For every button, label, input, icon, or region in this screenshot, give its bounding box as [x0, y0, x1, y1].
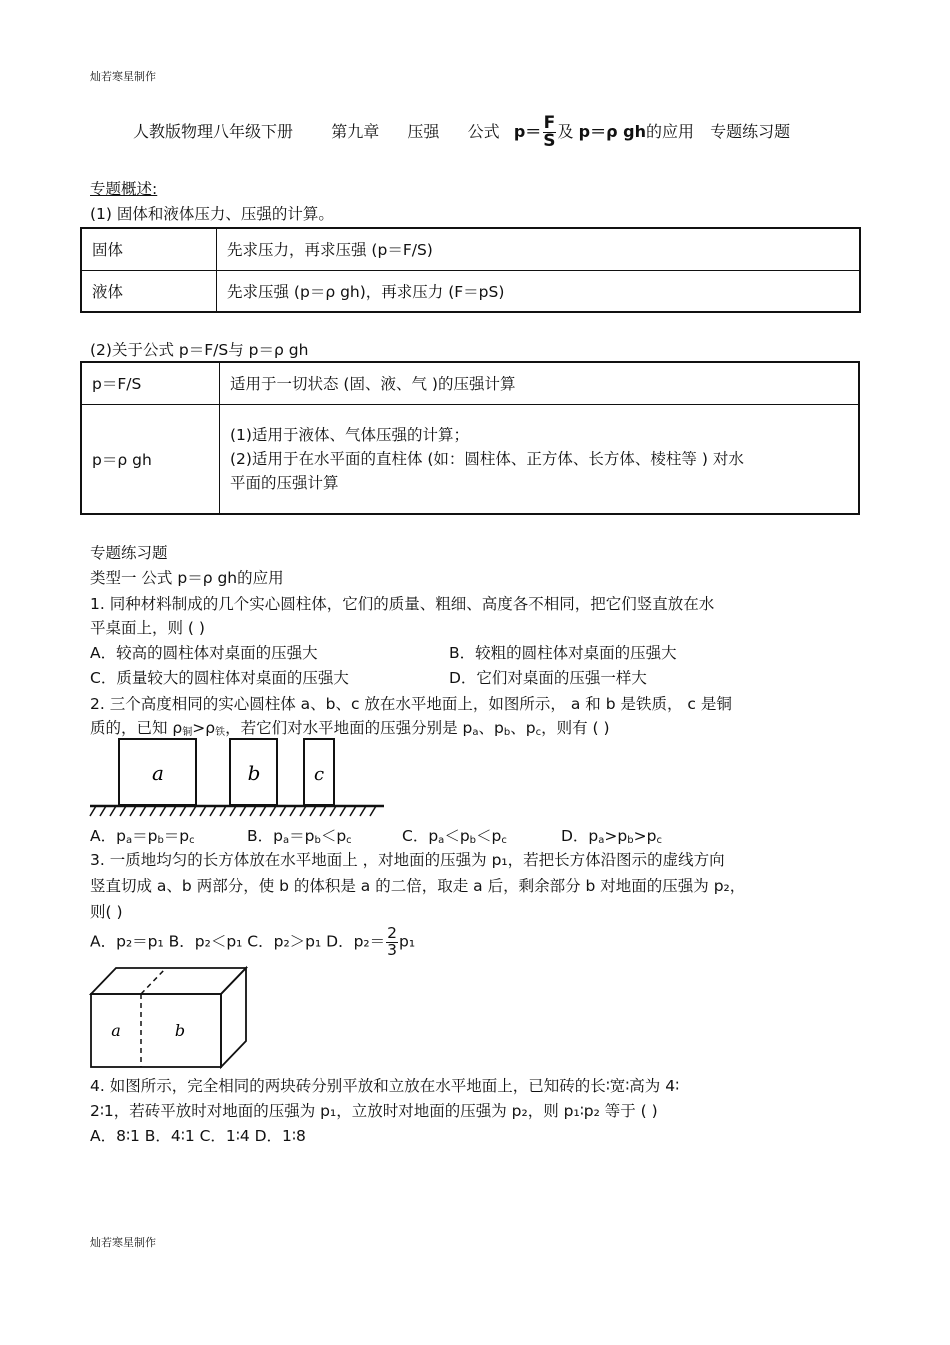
q2-text: ，则有 ( ) [541, 719, 610, 737]
q3-figure-cuboid [88, 964, 253, 1070]
fig-label-b: b [247, 761, 261, 785]
title-frac-den: S [543, 131, 556, 151]
title-book: 人教版物理八年级下册 [133, 122, 294, 141]
title-chapter: 第九章 [331, 122, 380, 141]
table-cell-text: 先求压强 (p＝ρ gh)，再求压力 (F＝pS) [217, 270, 861, 312]
title-fraction [542, 115, 556, 150]
table-row [81, 362, 859, 404]
table-cell-label: p＝ρ gh [81, 404, 220, 514]
q2-option-d: D．$p_a>p_b>p_c$ [561, 827, 662, 846]
table-row [81, 404, 859, 514]
q1-option-c: C．质量较大的圆柱体对桌面的压强大 [90, 669, 349, 687]
formula-note-line: (2)适用于在水平面的直柱体 (如：圆柱体、正方体、长方体、棱柱等 ) 对水 [230, 449, 744, 468]
q2-sub-copper: 铜 [182, 727, 193, 738]
fig-label-b: b [174, 1021, 186, 1040]
fig-label-a: a [111, 1021, 121, 1040]
q2-stem-line2: 质的，已知 $\rho_铜>\rho_铁$，若它们对水平地面的压强分别是 $p_a$、$p_b$、$p_c$，则有 ( ) [90, 719, 610, 738]
exercises-heading: 专题练习题 [90, 544, 168, 562]
table-cell-text: 适用于一切状态 (固、液、气 )的压强计算 [220, 362, 860, 404]
table-formulas [80, 361, 860, 515]
title-frac-num: F [543, 113, 556, 133]
table-cell-label: p＝F/S [81, 362, 220, 404]
title-application: 的应用 [645, 122, 694, 141]
title-formula-label: 公式 [467, 122, 500, 141]
q2-text: >ρ [192, 719, 216, 737]
q2-text: 质的，已知 ρ [90, 719, 183, 737]
overview-sub2: (2)关于公式 p＝F/S与 p＝ρ gh [90, 341, 309, 359]
q2-option-c: C．$p_a<p_b<p_c$ [402, 827, 507, 846]
q3-stem-line2: 竖直切成 a、b 两部分，使 b 的体积是 a 的二倍，取走 a 后，剩余部分 b 对地面的压强为 p₂， [90, 877, 746, 895]
table-cell-text [220, 404, 860, 514]
q3-frac-tail: p₁ [399, 932, 416, 951]
q2-option-a: A．$p_a=p_b=p_c$ [90, 827, 195, 846]
overview-sub1: (1) 固体和液体压力、压强的计算。 [90, 205, 334, 223]
header-watermark: 灿若寒星制作 [90, 70, 156, 83]
fig-label-a: a [152, 761, 164, 785]
q3-fraction: $\frac{2}{3}$ [387, 924, 398, 959]
q1-stem-line2: 平桌面上，则 ( ) [90, 619, 205, 637]
table-cell-text: 先求压力，再求压强 (p＝F/S) [217, 228, 861, 270]
page-title [133, 115, 790, 150]
table-row [81, 270, 860, 312]
q2-sub-iron: 铁 [215, 727, 226, 738]
q4-stem-line1: 4. 如图所示，完全相同的两块砖分别平放和立放在水平地面上，已知砖的长∶宽∶高为 4∶ [90, 1077, 680, 1095]
q2-option-b: B．$p_a=p_b<p_c$ [247, 827, 352, 846]
title-topic: 压强 [407, 122, 440, 141]
q4-stem-line2: 2∶1，若砖平放时对地面的压强为 p₁，立放时对地面的压强为 p₂，则 p₁∶p₂ 等于 ( ) [90, 1102, 658, 1120]
title-formula2: p＝ρ gh [578, 122, 646, 141]
table-solid-liquid [80, 227, 861, 313]
overview-heading: 专题概述: [90, 180, 158, 198]
q2-figure-cylinders [88, 736, 388, 821]
footer-watermark: 灿若寒星制作 [90, 1236, 156, 1249]
q3-options [90, 926, 415, 958]
q1-option-b: B．较粗的圆柱体对桌面的压强大 [449, 644, 677, 662]
title-and: 及 [557, 122, 574, 141]
fig-label-c: c [313, 764, 325, 785]
ground-hatching [90, 806, 376, 816]
table-cell-label: 固体 [81, 228, 217, 270]
formula-note-line: 平面的压强计算 [230, 473, 339, 492]
q3-stem-line3: 则( ) [90, 903, 123, 921]
q1-option-d: D．它们对桌面的压强一样大 [449, 669, 647, 687]
q3-stem-line1: 3. 一质地均匀的长方体放在水平地面上 ，对地面的压强为 p₁，若把长方体沿图示的虚线方向 [90, 851, 725, 869]
title-formula-p: p＝ [513, 122, 542, 141]
formula-note-line: (1)适用于液体、气体压强的计算； [230, 425, 469, 444]
q4-options: A．8∶1 B．4∶1 C．1∶4 D．1∶8 [90, 1127, 306, 1145]
table-cell-label: 液体 [81, 270, 217, 312]
type1-heading: 类型一 公式 p＝ρ gh的应用 [90, 569, 284, 587]
table-row [81, 228, 860, 270]
q1-option-a: A．较高的圆柱体对桌面的压强大 [90, 644, 318, 662]
title-exercises: 专题练习题 [710, 122, 791, 141]
q2-text: ，若它们对水平地面的压强分别是 p [225, 719, 473, 737]
q1-stem-line1: 1. 同种材料制成的几个实心圆柱体，它们的质量、粗细、高度各不相同，把它们竖直放在水 [90, 595, 715, 613]
q2-stem-line1: 2. 三个高度相同的实心圆柱体 a、b、c 放在水平地面上，如图所示， a 和 b 是铁质， c 是铜 [90, 695, 732, 713]
q3-options-text: A．p₂＝p₁ B．p₂＜p₁ C．p₂＞p₁ D．p₂＝ [90, 932, 386, 951]
